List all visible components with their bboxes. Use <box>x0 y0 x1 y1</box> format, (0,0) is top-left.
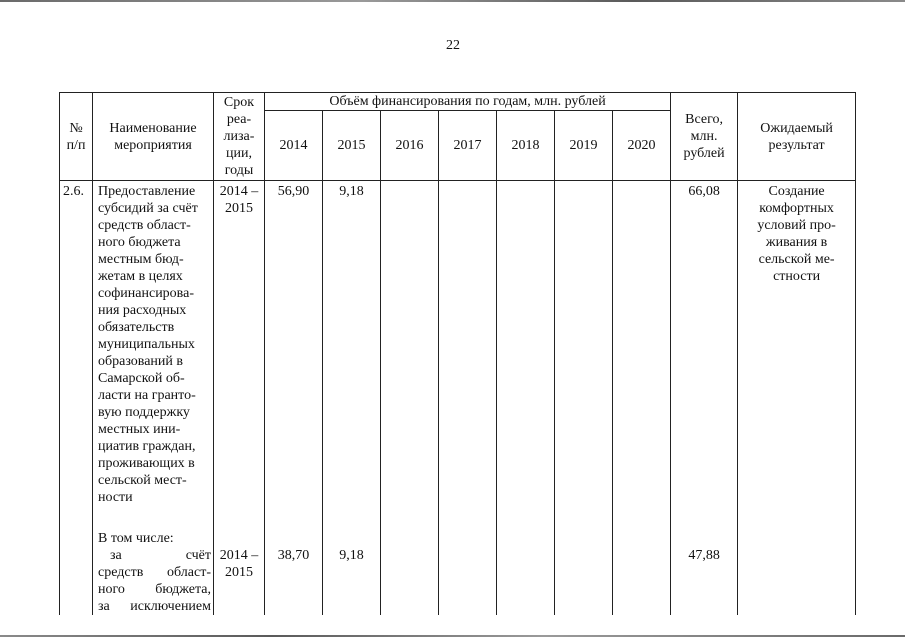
row-term-line: 2015 <box>225 565 253 580</box>
header-name <box>93 93 214 181</box>
header-total-line: млн. <box>690 129 718 144</box>
row-name-line: ного бюджета, <box>98 582 211 597</box>
row-value-2016 <box>381 181 439 507</box>
row-result-line: сельской ме- <box>758 252 835 267</box>
header-term-line: реа- <box>226 112 252 127</box>
header-term-line: ции, <box>226 146 252 161</box>
row-name-line: образований в <box>98 354 184 369</box>
row-value-2016 <box>381 547 439 615</box>
row-name <box>93 181 214 507</box>
row-value-2015: 9,18 <box>323 181 381 507</box>
header-result-line: результат <box>768 137 825 153</box>
header-total-line: Всего, <box>685 112 723 127</box>
header-name-line: мероприятия <box>114 137 192 153</box>
row-term <box>214 181 265 507</box>
row-term-line: 2014 – <box>219 548 259 563</box>
table-row <box>60 528 856 547</box>
table-row <box>60 181 856 507</box>
row-name-line: обязательств <box>98 320 175 335</box>
row-value-2020 <box>613 181 671 507</box>
row-name-line: за счёт <box>110 548 211 563</box>
row-value-2018 <box>497 181 555 507</box>
row-result-line: стности <box>773 269 821 284</box>
row-name-line: вую поддержку <box>98 405 190 420</box>
row-result-line: комфортных <box>759 201 834 216</box>
header-funding-group: Объём финансирования по годам, млн. рублей <box>265 93 671 111</box>
row-num: 2.6. <box>60 181 93 507</box>
header-term <box>214 93 265 181</box>
row-name-line: местных ини- <box>98 422 181 437</box>
row-value-2017 <box>439 547 497 615</box>
row-name-line: Предоставление <box>98 184 196 199</box>
header-year: 2016 <box>381 111 439 181</box>
header-result <box>738 93 856 181</box>
row-name-line: средств област- <box>98 565 211 580</box>
row-value-2015: 9,18 <box>323 547 381 615</box>
row-name-line: местным бюд- <box>98 252 184 267</box>
row-result-line: условий про- <box>757 218 836 233</box>
row-name-line: жетам в целях <box>98 269 183 284</box>
row-result-line: живания в <box>765 235 828 250</box>
row-name-line: ласти на гранто- <box>98 388 196 403</box>
row-value-2020 <box>613 547 671 615</box>
row-name-line: средств област- <box>98 218 191 233</box>
page-number: 22 <box>446 38 460 53</box>
header-year: 2019 <box>555 111 613 181</box>
row-name-line: ного бюджета <box>98 235 181 250</box>
row-value-2017 <box>439 181 497 507</box>
header-year: 2014 <box>265 111 323 181</box>
header-year: 2020 <box>613 111 671 181</box>
header-num-line: № <box>69 120 83 136</box>
header-num <box>60 93 93 181</box>
row-name-line: ния расходных <box>98 303 187 318</box>
row-result <box>738 547 856 615</box>
row-name-line: софинансирова- <box>98 286 194 301</box>
funding-table <box>59 92 856 615</box>
row-name <box>93 547 214 615</box>
scan-edge-top <box>0 0 905 2</box>
row-value-2019 <box>555 547 613 615</box>
header-num-line: п/п <box>66 137 86 153</box>
header-total <box>671 93 738 181</box>
row-intro: В том числе: <box>93 528 214 547</box>
row-value-2018 <box>497 547 555 615</box>
row-name-line: проживающих в <box>98 456 195 471</box>
row-num <box>60 547 93 615</box>
row-name-line: за исключением <box>98 599 211 614</box>
header-year: 2018 <box>497 111 555 181</box>
header-name-line: Наименование <box>109 120 197 136</box>
row-name-line: сельской мест- <box>98 473 187 488</box>
row-total: 47,88 <box>671 547 738 615</box>
table-row <box>60 547 856 615</box>
header-year: 2017 <box>439 111 497 181</box>
row-value-2019 <box>555 181 613 507</box>
header-year: 2015 <box>323 111 381 181</box>
header-term-line: годы <box>224 163 254 178</box>
header-total-line: рублей <box>683 146 725 161</box>
header-term-line: лиза- <box>223 129 255 144</box>
row-name-line: муниципальных <box>98 337 195 352</box>
row-result <box>738 181 856 507</box>
header-result-line: Ожидаемый <box>760 120 833 136</box>
row-name-line: субсидий за счёт <box>98 201 198 216</box>
row-name-line: ности <box>98 490 133 505</box>
row-term-line: 2015 <box>225 201 253 216</box>
row-name-line: циатив граждан, <box>98 439 196 454</box>
row-total: 66,08 <box>671 181 738 507</box>
row-value-2014: 38,70 <box>265 547 323 615</box>
row-term <box>214 547 265 615</box>
row-spacer <box>60 506 856 528</box>
row-name-line: Самарской об- <box>98 371 185 386</box>
row-term-line: 2014 – <box>219 184 259 199</box>
scan-edge-bottom <box>0 635 905 637</box>
row-value-2014: 56,90 <box>265 181 323 507</box>
row-result-line: Создание <box>768 184 825 199</box>
header-term-line: Срок <box>223 95 255 110</box>
